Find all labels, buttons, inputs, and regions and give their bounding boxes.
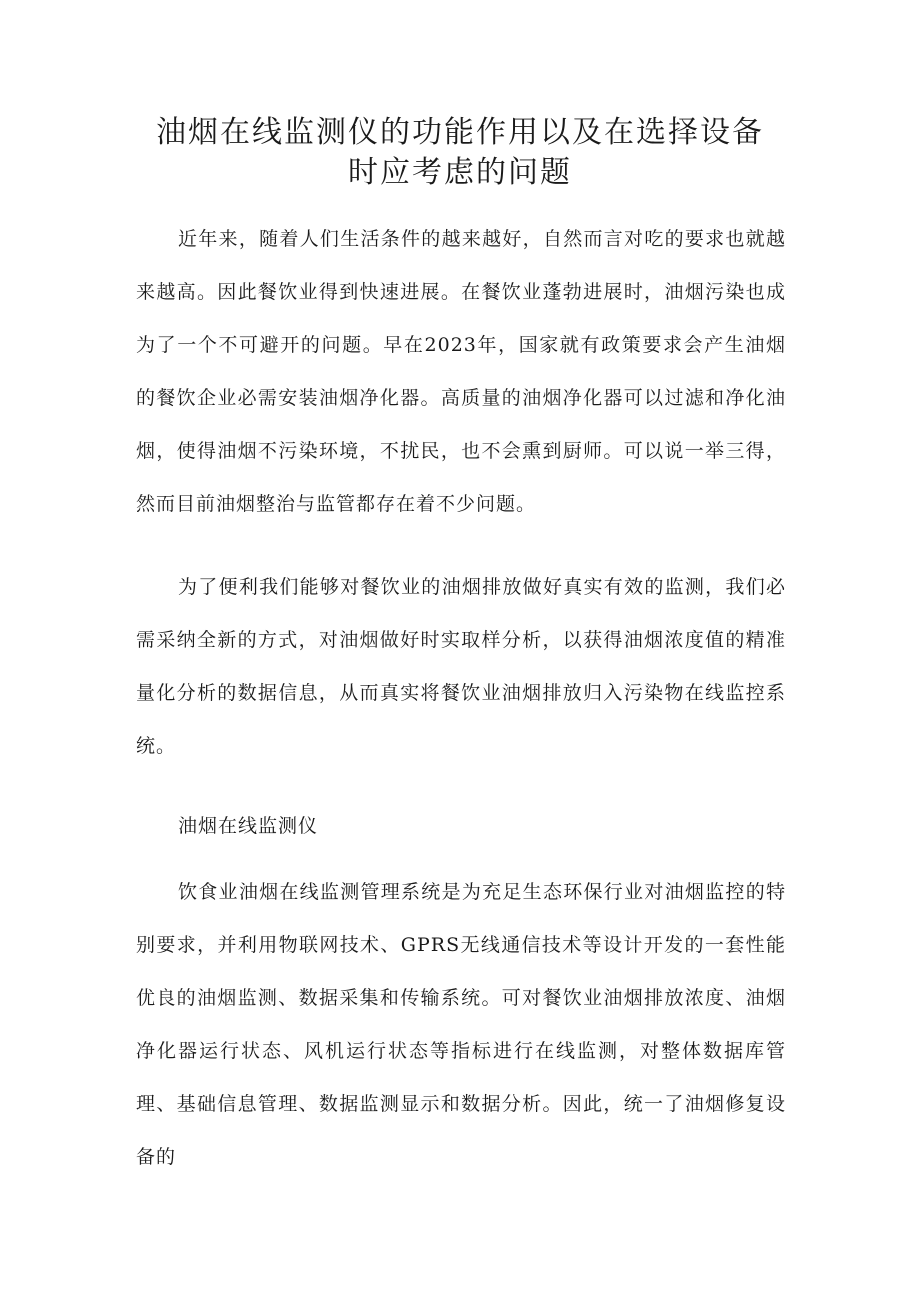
document-title-line-2: 时应考虑的问题	[348, 155, 572, 190]
paragraph-monitoring-need: 为了便利我们能够对餐饮业的油烟排放做好真实有效的监测，我们必需采纳全新的方式，对油烟做好时实取样分析，以获得油烟浓度值的精准量化分析的数据信息，从而真实将餐饮业油烟排放归入污染物在线监控系统。	[136, 576, 786, 757]
paragraph-system-description: 饮食业油烟在线监测管理系统是为充足生态环保行业对油烟监控的特别要求，并利用物联网技术、GPRS无线通信技术等设计开发的一套性能优良的油烟监测、数据采集和传输系统。可对餐饮业油烟排放浓度、油烟净化器运行状态、风机运行状态等指标进行在线监测，对整体数据库管理、基础信息管理、数据监测显示和数据分析。因此，统一了油烟修复设备的	[136, 881, 786, 1168]
paragraph-intro: 近年来，随着人们生活条件的越来越好，自然而言对吃的要求也就越来越高。因此餐饮业得到快速进展。在餐饮业蓬勃进展时，油烟污染也成为了一个不可避开的问题。早在2023年，国家就有政策要求会产生油烟的餐饮企业必需安装油烟净化器。高质量的油烟净化器可以过滤和净化油烟，使得油烟不污染环境，不扰民，也不会熏到厨师。可以说一举三得，然而目前油烟整治与监管都存在着不少问题。	[136, 228, 786, 515]
document-title-line-1: 油烟在线监测仪的功能作用以及在选择设备	[156, 115, 764, 150]
section-subheading: 油烟在线监测仪	[178, 815, 319, 837]
